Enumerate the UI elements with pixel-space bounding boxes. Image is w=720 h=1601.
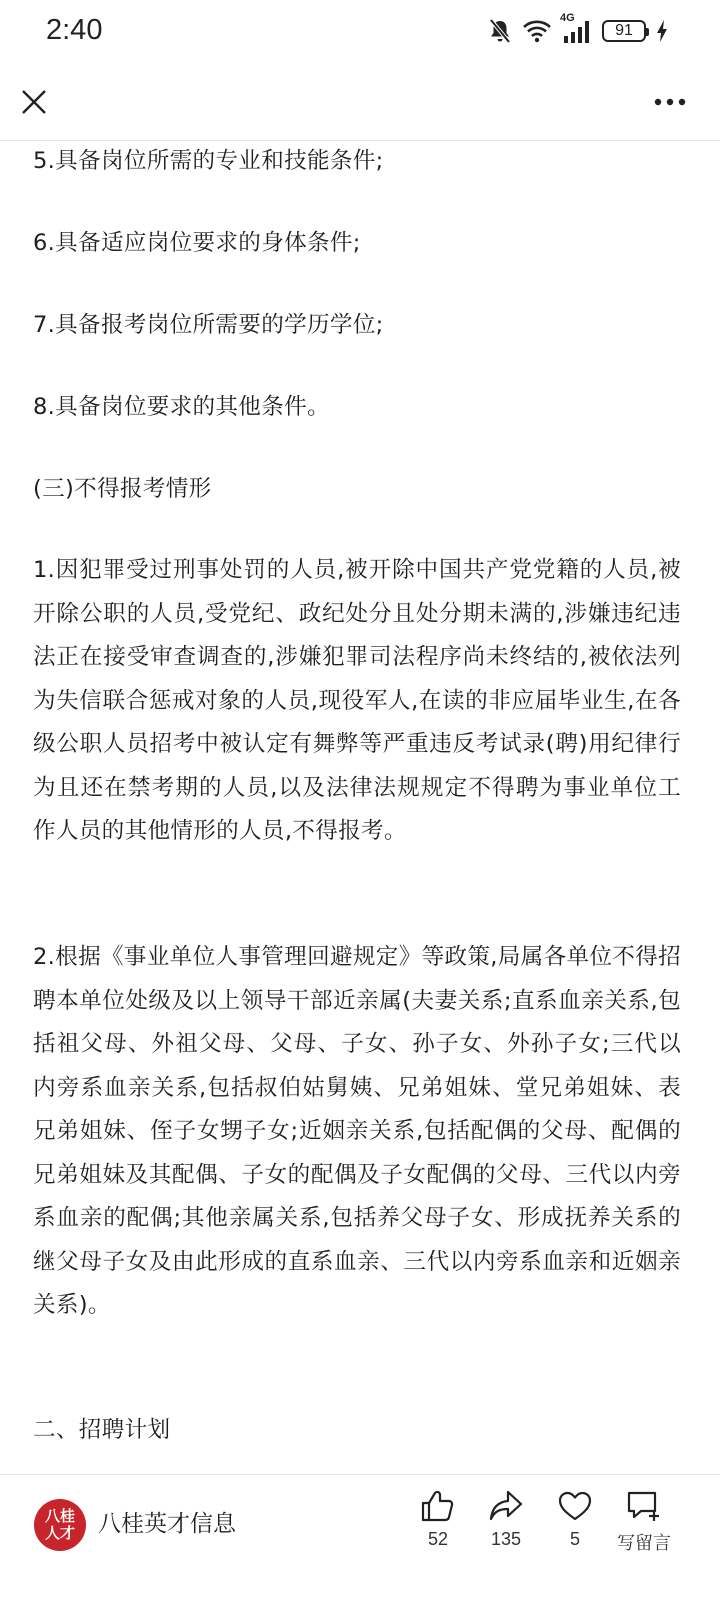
avatar-logo-text: 八桂 — [44, 1507, 75, 1525]
author-avatar[interactable] — [34, 1499, 86, 1551]
battery-icon — [602, 20, 646, 42]
more-dots-icon — [654, 98, 686, 106]
comment-add-icon — [625, 1489, 663, 1523]
author-name[interactable]: 八桂英才信息 — [98, 1511, 236, 1537]
battery-level: 91 — [615, 22, 633, 39]
share-button[interactable] — [471, 1489, 541, 1550]
article-section-heading: 二、招聘计划 — [33, 1417, 171, 1443]
article-paragraph: 6.具备适应岗位要求的身体条件; — [33, 230, 361, 256]
bottom-bar — [0, 1474, 720, 1601]
article-section-heading: (三)不得报考情形 — [33, 476, 212, 502]
article-paragraph: 2.根据《事业单位人事管理回避规定》等政策,局属各单位不得招聘本单位处级及以上领导干部近亲属(夫妻关系;直系血亲关系,包括祖父母、外祖父母、父母、子女、孙子女、外孙子女;三代以内旁系血亲关系,包括叔伯姑舅姨、兄弟姐妹、堂兄弟姐妹、表兄弟姐妹、侄子女甥子女;近姻亲关系,包括配偶的父母、配偶的兄弟姐妹及其配偶、子女的配偶及子女配偶的父母、三代以内旁系血亲的配偶;其他亲属关系,包括养父母子女、形成抚养关系的继父母子女及由此形成的直系血亲、三代以内旁系血亲和近姻亲关系)。 — [33, 944, 681, 1318]
favorite-count: 5 — [569, 1529, 580, 1549]
article-paragraph: 7.具备报考岗位所需要的学历学位; — [33, 312, 384, 338]
mute-bell-icon — [488, 18, 512, 44]
article-body[interactable] — [0, 140, 720, 1474]
more-button[interactable] — [648, 84, 692, 120]
article-paragraph: 1.因犯罪受过刑事处罚的人员,被开除中国共产党党籍的人员,被开除公职的人员,受党纪、政纪处分且处分期未满的,涉嫌违纪违法正在接受审查调查的,涉嫌犯罪司法程序尚未终结的,被依法列为失信联合惩戒对象的人员,现役军人,在读的非应届毕业生,在各级公职人员招考中被认定有舞弊等严重违反考试录(聘)用纪律行为且还在禁考期的人员,以及法律法规规定不得聘为事业单位工作人员的其他情形的人员,不得报考。 — [33, 557, 681, 844]
signal-icon — [560, 12, 592, 44]
write-comment-button[interactable] — [609, 1489, 679, 1555]
share-count: 135 — [490, 1529, 522, 1549]
avatar-logo-text: 人才 — [44, 1524, 75, 1542]
like-count: 52 — [427, 1529, 449, 1549]
article-paragraph: 8.具备岗位要求的其他条件。 — [33, 394, 330, 420]
close-icon — [21, 89, 47, 115]
share-arrow-icon — [488, 1489, 524, 1523]
close-button[interactable] — [14, 82, 54, 122]
like-button[interactable] — [403, 1489, 473, 1550]
status-time: 2:40 — [46, 14, 103, 46]
status-bar — [0, 0, 720, 64]
top-bar — [0, 64, 720, 141]
network-type: 4G — [560, 12, 575, 24]
favorite-button[interactable] — [540, 1489, 610, 1550]
thumbs-up-icon — [420, 1489, 456, 1523]
charging-icon — [656, 19, 668, 43]
status-icons — [488, 12, 668, 46]
heart-icon — [557, 1489, 593, 1523]
wifi-icon — [522, 19, 552, 43]
article-paragraph: 5.具备岗位所需的专业和技能条件; — [33, 148, 384, 174]
write-comment-label: 写留言 — [617, 1533, 671, 1554]
